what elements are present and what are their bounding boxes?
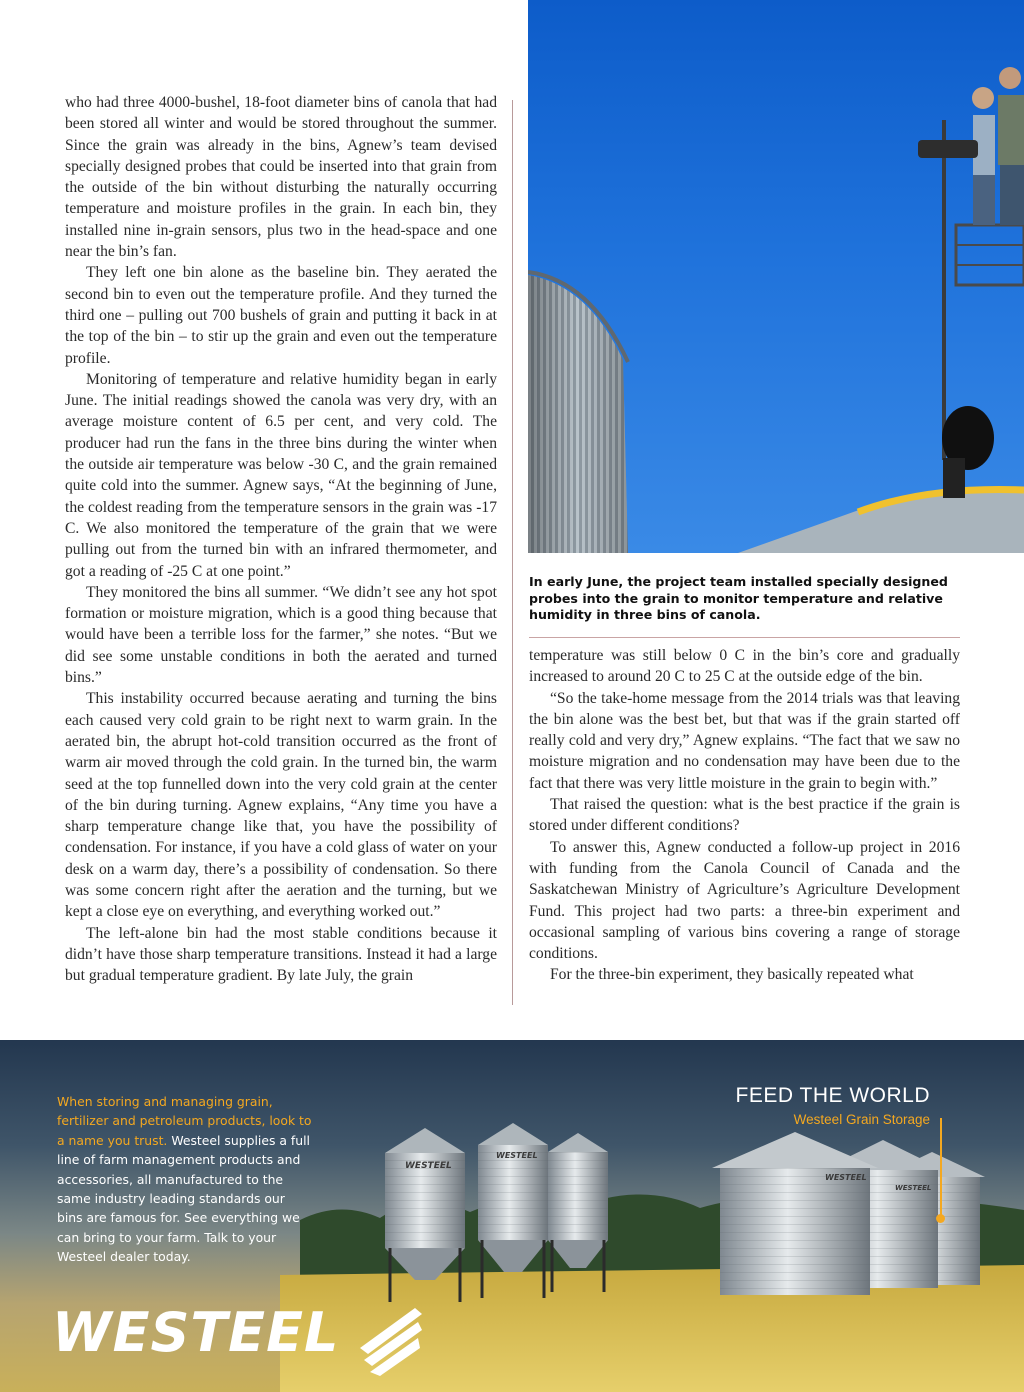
- paragraph: “So the take-home message from the 2014 trials was that leaving the bin alone was the best bet, but that was if the grain started off really cold and very dry,” Agnew explains. “The fact that we saw no moisture migration and no condensation may have been due to the fact that there was very little moisture in the grain to begin with.”: [529, 689, 960, 792]
- article-left-column: [65, 92, 497, 986]
- ad-headline: FEED THE WORLD: [735, 1084, 930, 1107]
- bin-label: WESTEEL: [405, 1161, 452, 1171]
- ad-accent-line: [940, 1118, 942, 1218]
- paragraph: temperature was still below 0 C in the bin’s core and gradually increased to around 20 C to 25 C at the outside edge of the bin.: [529, 647, 960, 686]
- column-divider: [512, 100, 513, 1005]
- westeel-advertisement: [0, 1040, 1024, 1392]
- ad-copy-highlight: When storing and managing grain, fertilizer and petroleum products, look to a name you trust.: [57, 1094, 312, 1148]
- paragraph: For the three-bin experiment, they basically repeated what: [550, 966, 914, 984]
- bin-label: WESTEEL: [825, 1173, 867, 1182]
- ad-headline-block: [736, 1084, 930, 1127]
- article-right-column: [529, 645, 960, 986]
- bin-label: WESTEEL: [496, 1151, 538, 1160]
- paragraph: That raised the question: what is the best practice if the grain is stored under different conditions?: [529, 796, 960, 835]
- ad-copy: [57, 1092, 312, 1267]
- paragraph: They monitored the bins all summer. “We didn’t see any hot spot formation or moisture migration, which is a good thing because that would have been a terrible loss for the farmer,” she notes. “But we did see some unstable conditions in both the aerated and turned bins.”: [65, 583, 497, 687]
- paragraph: They left one bin alone as the baseline bin. They aerated the second bin to even out the temperature profile. And they turned the third one – pulling out 700 bushels of grain and putting it back in at the top of the bin – to stir up the grain and even out the temperature profile.: [65, 264, 497, 367]
- paragraph: To answer this, Agnew conducted a follow-up project in 2016 with funding from the Canola Council of Canada and the Saskatchewan Ministry of Agriculture’s Agriculture Development Fund. This project had two parts: a three-bin experiment and occasional sampling of various bins covering a range of storage conditions.: [529, 838, 960, 963]
- photo-caption: In early June, the project team installed specially designed probes into the grain to monitor temperature and relative humidity in three bins of canola.: [529, 574, 948, 622]
- paragraph: Monitoring of temperature and relative humidity began in early June. The initial readings showed the canola was very dry, with an average moisture content of 6.5 per cent, and very cold. The producer had run the fans in the three bins during the winter when the outside air temperature was below -30 C, and the grain remained quite cold into the summer. Agnew says, “At the beginning of June, the coldest reading from the temperature sensors in the grain was -17 C. We also monitored the temperature of the grain that we were pulling out from the turned bin with an infrared thermometer, and got a reading of -25 C at one point.”: [65, 370, 497, 580]
- westeel-logo: WESTEEL: [52, 1301, 340, 1364]
- paragraph: This instability occurred because aerating and turning the bins each caused very cold grain to be right next to warm grain. In the aerated bin, the abrupt hot-cold transition occurred as the front of warm air moved through the cold grain. In the turned bin, the warm seed at the top funnelled down into the very cold grain at the center of the bin during turning. Agnew explains, “Any time you have a sharp temperature change like that, you have the possibility of condensation. For instance, if you have a cold glass of water on your desk on a warm day, there’s a possibility of condensation. So there was some concern right after the aeration and the turning, but we kept a close eye on everything, and everything worked out.”: [65, 690, 497, 921]
- bin-photo: [528, 0, 1024, 553]
- bin-photo-illustration: [528, 0, 1024, 553]
- paragraph: who had three 4000-bushel, 18-foot diameter bins of canola that had been stored all winter and would be stored throughout the summer. Since the grain was already in the bins, Agnew’s team devised specially designed probes that could be inserted into that grain from the outside of the bin without disturbing the naturally occurring temperature and moisture profiles in the grain. In each bin, they installed nine in-grain sensors, plus two in the head-space and one near the bin’s fan.: [65, 94, 497, 261]
- caption-divider: [529, 637, 960, 638]
- bin-label: WESTEEL: [895, 1184, 932, 1192]
- ad-subheadline: Westeel Grain Storage: [793, 1112, 930, 1127]
- ad-accent-dot: [936, 1214, 945, 1223]
- paragraph: The left-alone bin had the most stable conditions because it didn’t have those sharp temperature transitions. Instead it had a large but gradual temperature gradient. By late July, the grain: [65, 924, 497, 985]
- ad-copy-body: Westeel supplies a full line of farm management products and accessories, all manufactured to the same industry leading standards our bins are famous for. See everything we can bring to your farm. Talk to your Westeel dealer today.: [57, 1132, 310, 1265]
